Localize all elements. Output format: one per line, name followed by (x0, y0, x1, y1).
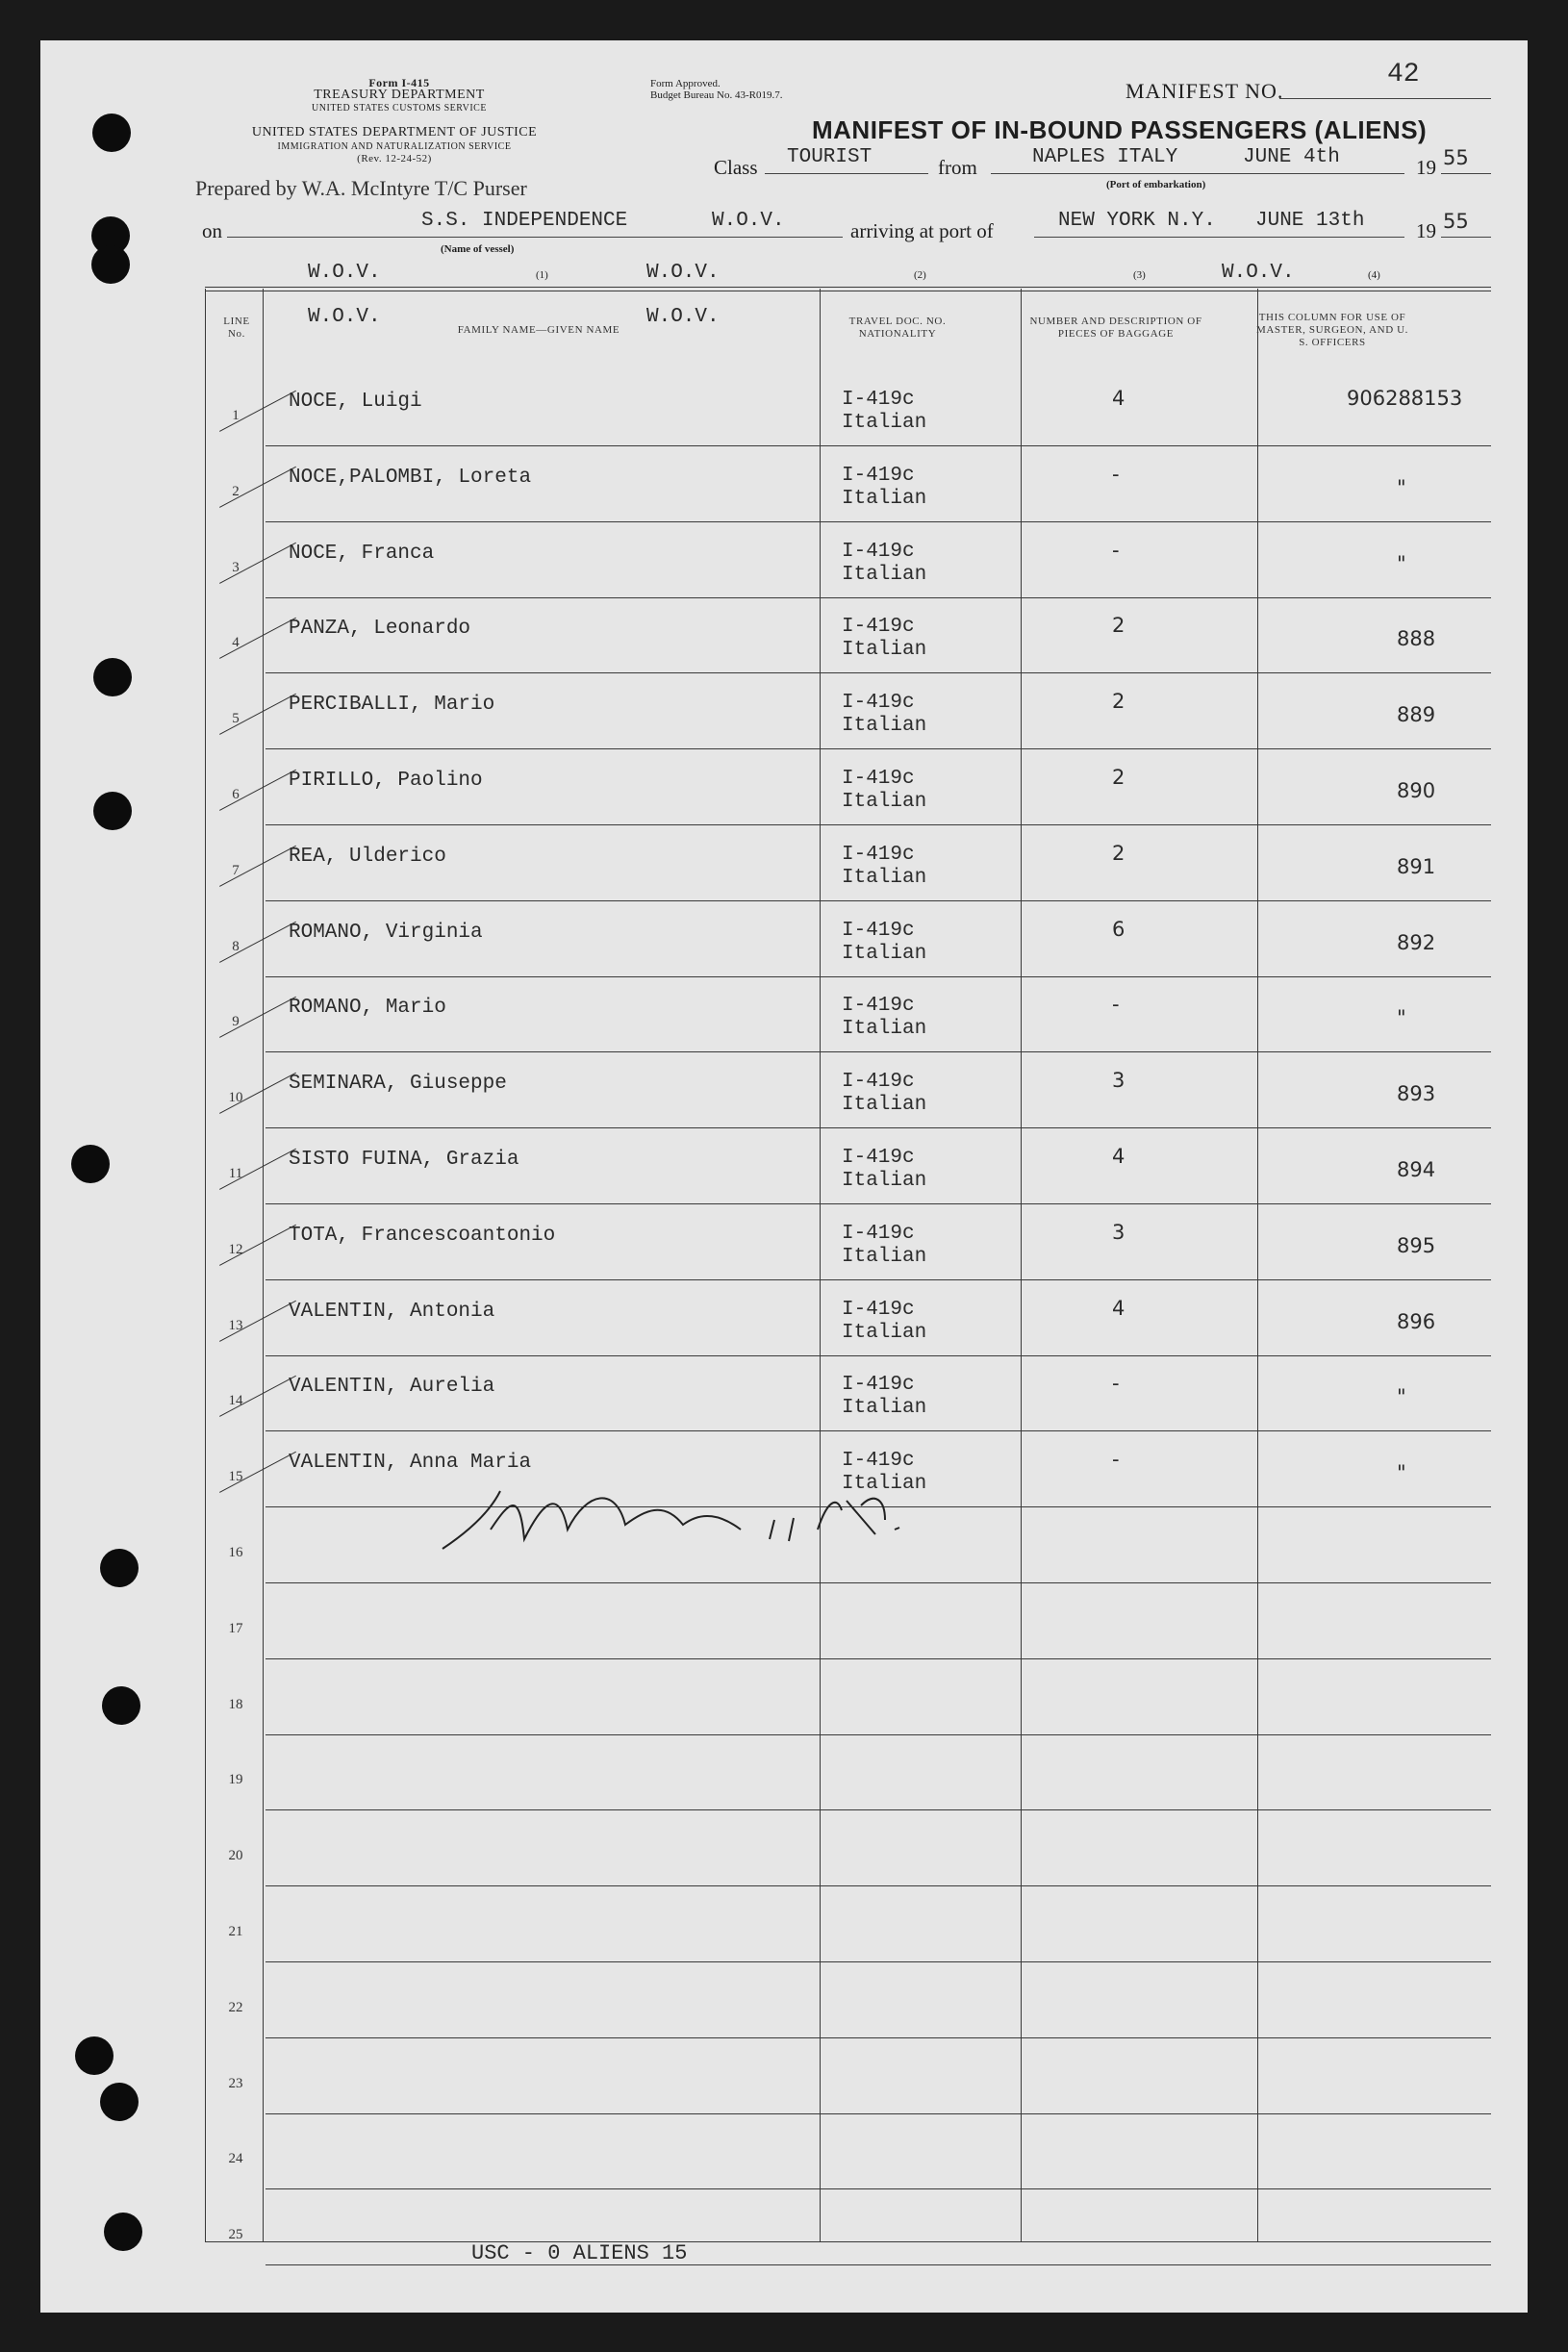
punch-hole (100, 1549, 139, 1587)
justice-dept: UNITED STATES DEPARTMENT OF JUSTICE (251, 125, 538, 139)
officer-entry: 889 (1397, 703, 1436, 726)
line-number: 18 (228, 1697, 243, 1712)
punch-hole (71, 1145, 110, 1183)
from-date: JUNE 4th (1243, 146, 1340, 168)
line-number: 10 (228, 1090, 243, 1105)
baggage-count: - (1112, 539, 1120, 562)
line-number: 12 (228, 1242, 243, 1257)
punch-hole (92, 114, 131, 152)
year-prefix-1: 19 (1416, 156, 1436, 179)
header-officers: THIS COLUMN FOR USE OF MASTER, SURGEON, AND U. S. OFFICERS (1255, 312, 1409, 348)
line-number: 19 (228, 1772, 243, 1787)
officer-entry: " (1397, 552, 1406, 575)
table-bottom-rule (205, 2241, 1491, 2242)
officer-entry: 890 (1397, 779, 1436, 802)
header-travel-doc: TRAVEL DOC. NO. NATIONALITY (848, 316, 947, 340)
travel-doc: I-419c (842, 1450, 915, 1472)
wov-mark-1: W.O.V. (308, 262, 381, 284)
year-1: 55 (1443, 146, 1469, 169)
baggage-count: 2 (1112, 690, 1125, 713)
row-rule (266, 2188, 1491, 2189)
travel-col-rule (1021, 289, 1022, 2241)
col-marker-3: (3) (1133, 269, 1146, 281)
travel-doc: I-419c (842, 541, 915, 563)
row-rule (266, 521, 1491, 522)
nationality: Italian (842, 791, 927, 813)
year-prefix-2: 19 (1416, 219, 1436, 242)
manifest-title: MANIFEST OF IN-BOUND PASSENGERS (ALIENS) (812, 115, 1428, 144)
punch-hole (93, 658, 132, 696)
officer-entry: 895 (1397, 1234, 1436, 1257)
wov-mark-2: W.O.V. (646, 262, 720, 284)
arriving-label: arriving at port of (850, 219, 994, 242)
row-rule (266, 748, 1491, 749)
line-number: 20 (228, 1848, 243, 1863)
row-rule (266, 900, 1491, 901)
line-number: 5 (232, 711, 240, 726)
vessel-name: S.S. INDEPENDENCE (421, 210, 628, 232)
passenger-name: VALENTIN, Antonia (289, 1301, 495, 1323)
wov-header-mark-1: W.O.V. (308, 306, 381, 328)
passenger-name: ROMANO, Virginia (289, 922, 483, 944)
immigration-signature (433, 1472, 933, 1558)
line-number: 11 (228, 1166, 243, 1181)
nationality: Italian (842, 639, 927, 661)
officer-entry: 896 (1397, 1310, 1436, 1333)
passenger-name: VALENTIN, Anna Maria (289, 1452, 532, 1474)
passenger-name: REA, Ulderico (289, 846, 446, 868)
row-rule (266, 1203, 1491, 1204)
manifest-label: MANIFEST NO. (1125, 79, 1284, 103)
class-value: TOURIST (787, 146, 873, 168)
row-rule (266, 445, 1491, 446)
travel-doc: I-419c (842, 692, 915, 714)
table-top-rule (205, 287, 1491, 288)
footer-code: USC - 0 ALIENS 15 (471, 2241, 688, 2265)
line-number: 22 (228, 2000, 243, 2015)
line-number: 6 (232, 787, 240, 802)
from-label: from (938, 156, 977, 179)
travel-doc: I-419c (842, 389, 915, 411)
row-rule (266, 1127, 1491, 1128)
form-approved: Form Approved. (650, 78, 721, 89)
row-rule (266, 1582, 1491, 1583)
year-underline-2 (1441, 237, 1491, 238)
nationality: Italian (842, 1397, 927, 1419)
baggage-count: 4 (1112, 1145, 1125, 1168)
vessel-tag: W.O.V. (712, 210, 785, 232)
header-baggage: NUMBER AND DESCRIPTION OF PIECES OF BAGGAGE (1029, 316, 1202, 340)
nationality: Italian (842, 715, 927, 737)
row-rule (266, 597, 1491, 598)
travel-doc: I-419c (842, 844, 915, 866)
from-underline (991, 173, 1404, 174)
col-marker-2: (2) (914, 269, 926, 281)
line-number: 16 (228, 1545, 243, 1560)
col-marker-4: (4) (1368, 269, 1380, 281)
travel-doc: I-419c (842, 1071, 915, 1093)
from-port: NAPLES ITALY (1032, 146, 1178, 168)
passenger-name: PIRILLO, Paolino (289, 770, 483, 792)
officer-entry: 888 (1397, 627, 1436, 650)
line-col-rule (263, 289, 264, 2241)
treasury-dept: TREASURY DEPARTMENT (314, 88, 485, 102)
table-left-rule (205, 289, 206, 2241)
arrival-port: NEW YORK N.Y. (1058, 210, 1216, 232)
nationality: Italian (842, 1018, 927, 1040)
line-number: 7 (232, 863, 240, 878)
nationality: Italian (842, 1473, 927, 1495)
punch-hole (91, 245, 130, 284)
row-rule (266, 1885, 1491, 1886)
baggage-count: 4 (1112, 387, 1125, 410)
passenger-name: SEMINARA, Giuseppe (289, 1073, 507, 1095)
officer-entry: " (1397, 1461, 1406, 1484)
travel-doc: I-419c (842, 920, 915, 942)
on-label: on (202, 219, 222, 242)
form-number: Form I-415 (368, 76, 430, 89)
row-rule (266, 672, 1491, 673)
punch-hole (75, 2036, 114, 2075)
officer-entry: " (1397, 1006, 1406, 1029)
customs-service: UNITED STATES CUSTOMS SERVICE (312, 103, 487, 114)
class-underline (765, 173, 928, 174)
passenger-name: NOCE, Luigi (289, 391, 422, 413)
budget-bureau: Budget Bureau No. 43-R019.7. (650, 89, 783, 101)
nationality: Italian (842, 867, 927, 889)
row-rule (266, 1279, 1491, 1280)
baggage-count: 6 (1112, 918, 1125, 941)
punch-hole (93, 792, 132, 830)
wov-mark-3: W.O.V. (1222, 262, 1295, 284)
line-number: 1 (232, 408, 240, 423)
nationality: Italian (842, 1322, 927, 1344)
baggage-count: - (1112, 1372, 1120, 1395)
line-number: 2 (232, 484, 240, 499)
travel-doc: I-419c (842, 465, 915, 487)
row-rule (266, 1355, 1491, 1356)
row-rule (266, 1430, 1491, 1431)
travel-doc: I-419c (842, 995, 915, 1017)
row-rule (266, 2113, 1491, 2114)
header-name: FAMILY NAME—GIVEN NAME (457, 324, 620, 336)
wov-header-mark-2: W.O.V. (646, 306, 720, 328)
punch-hole (100, 2083, 139, 2121)
header-line-no: LINE No. (223, 316, 250, 340)
row-rule (266, 976, 1491, 977)
arrival-underline (1034, 237, 1404, 238)
travel-doc: I-419c (842, 1223, 915, 1245)
prepared-by: Prepared by W.A. McIntyre T/C Purser (195, 176, 527, 200)
baggage-count: 2 (1112, 614, 1125, 637)
arrival-date: JUNE 13th (1255, 210, 1365, 232)
col-marker-1: (1) (536, 269, 548, 281)
punch-hole (102, 1686, 140, 1725)
nationality: Italian (842, 564, 927, 586)
punch-hole (104, 2213, 142, 2251)
row-rule (266, 1734, 1491, 1735)
name-col-rule (820, 289, 821, 2241)
baggage-count: 2 (1112, 766, 1125, 789)
port-caption: (Port of embarkation) (1106, 179, 1206, 190)
line-number: 3 (232, 560, 240, 575)
row-rule (266, 1658, 1491, 1659)
row-rule (266, 1961, 1491, 1962)
nationality: Italian (842, 488, 927, 510)
line-number: 9 (232, 1014, 240, 1029)
officer-entry: " (1397, 476, 1406, 499)
officer-entry: 906288153 (1347, 387, 1463, 410)
nationality: Italian (842, 1094, 927, 1116)
line-number: 13 (228, 1318, 243, 1333)
passenger-name: SISTO FUINA, Grazia (289, 1149, 519, 1171)
passenger-name: PERCIBALLI, Mario (289, 694, 495, 716)
baggage-count: 3 (1112, 1221, 1125, 1244)
baggage-count: 2 (1112, 842, 1125, 865)
nationality: Italian (842, 1170, 927, 1192)
line-number: 15 (228, 1469, 243, 1484)
passenger-name: NOCE,PALOMBI, Loreta (289, 467, 532, 489)
line-number: 24 (228, 2151, 243, 2166)
passenger-name: VALENTIN, Aurelia (289, 1376, 495, 1398)
ins-service: IMMIGRATION AND NATURALIZATION SERVICE (277, 141, 512, 152)
row-rule (266, 2264, 1491, 2265)
row-rule (266, 2037, 1491, 2038)
line-number: 23 (228, 2076, 243, 2091)
baggage-col-rule (1257, 289, 1258, 2241)
manifest-underline (1279, 98, 1491, 99)
row-rule (266, 1809, 1491, 1810)
passenger-name: ROMANO, Mario (289, 997, 446, 1019)
officer-entry: " (1397, 1385, 1406, 1408)
baggage-count: 3 (1112, 1069, 1125, 1092)
travel-doc: I-419c (842, 616, 915, 638)
manifest-number: 42 (1387, 60, 1420, 89)
year-underline-1 (1441, 173, 1491, 174)
vessel-caption: (Name of vessel) (441, 243, 515, 255)
travel-doc: I-419c (842, 1374, 915, 1396)
passenger-name: NOCE, Franca (289, 543, 435, 565)
baggage-count: 4 (1112, 1297, 1125, 1320)
form-revision: (Rev. 12-24-52) (357, 153, 432, 164)
officer-entry: 894 (1397, 1158, 1436, 1181)
row-rule (266, 824, 1491, 825)
passenger-name: TOTA, Francescoantonio (289, 1225, 556, 1247)
class-label: Class (714, 156, 758, 179)
row-rule (266, 1051, 1491, 1052)
line-number: 21 (228, 1924, 243, 1939)
year-2: 55 (1443, 210, 1469, 233)
line-number: 25 (228, 2227, 243, 2242)
nationality: Italian (842, 943, 927, 965)
officer-entry: 891 (1397, 855, 1436, 878)
line-number: 4 (232, 635, 240, 650)
travel-doc: I-419c (842, 1299, 915, 1321)
travel-doc: I-419c (842, 768, 915, 790)
baggage-count: - (1112, 993, 1120, 1016)
travel-doc: I-419c (842, 1147, 915, 1169)
baggage-count: - (1112, 1448, 1120, 1471)
vessel-underline (227, 237, 843, 238)
line-number: 8 (232, 939, 240, 954)
nationality: Italian (842, 412, 927, 434)
officer-entry: 893 (1397, 1082, 1436, 1105)
officer-entry: 892 (1397, 931, 1436, 954)
line-number: 14 (228, 1393, 243, 1408)
nationality: Italian (842, 1246, 927, 1268)
baggage-count: - (1112, 463, 1120, 486)
line-number: 17 (228, 1621, 243, 1636)
passenger-name: PANZA, Leonardo (289, 618, 471, 640)
